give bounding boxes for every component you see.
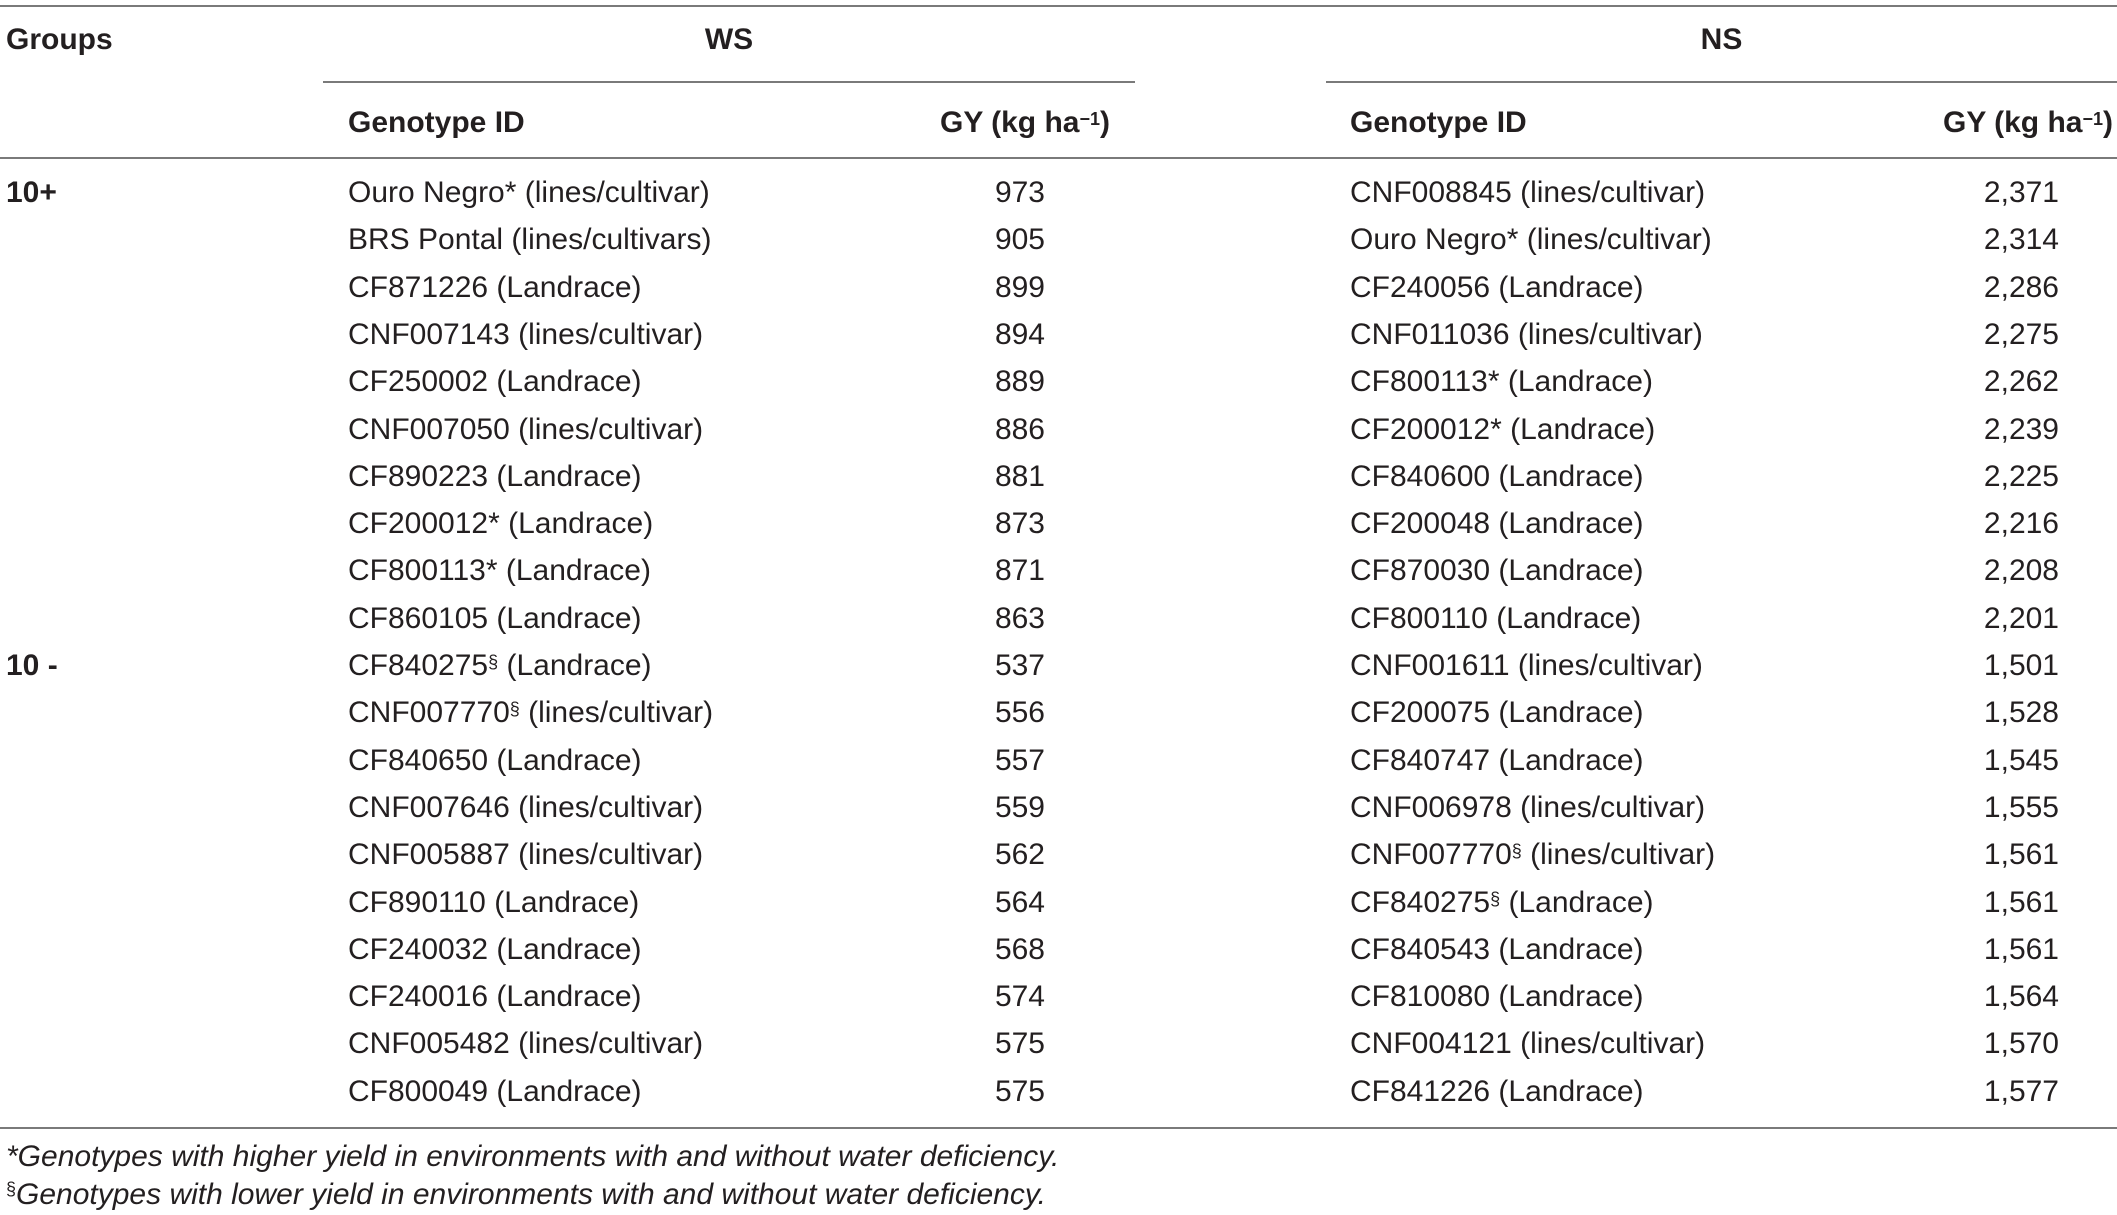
genotype-name: CF800110 (Landrace)	[1350, 602, 1642, 635]
ws-genotype-id	[348, 932, 642, 968]
ws-gy-value: 574	[994, 980, 1045, 1013]
genotype-name: Ouro Negro* (lines/cultivar)	[1350, 223, 1712, 256]
ns-genotype-id	[1350, 837, 1715, 873]
genotype-name: CNF006978 (lines/cultivar)	[1350, 791, 1706, 824]
gy-label-prefix: GY (kg ha	[1942, 106, 2083, 139]
ws-gy-value: 537	[994, 649, 1045, 682]
ns-genotype-id	[1350, 364, 1653, 400]
ws-gy-value: 562	[994, 838, 1045, 871]
ns-gy-value: 2,262	[1983, 365, 2059, 398]
footnote-higher-yield	[6, 1139, 1059, 1175]
genotype-name: CNF007143 (lines/cultivar)	[348, 318, 704, 351]
ws-genotype-id	[348, 364, 642, 400]
genotype-name: CF200012* (Landrace)	[348, 507, 654, 540]
ns-gy-value: 1,545	[1983, 744, 2059, 777]
ws-genotype-id	[348, 601, 642, 637]
ns-gy-value: 2,286	[1983, 271, 2059, 304]
genotype-name: CNF007770	[1350, 838, 1512, 871]
ns-gy-value: 2,275	[1983, 318, 2059, 351]
genotype-name: CF890110 (Landrace)	[348, 886, 640, 919]
header-bottom-rule	[0, 157, 2117, 159]
genotype-name: CF800049 (Landrace)	[348, 1075, 642, 1108]
ns-gy-value: 2,208	[1983, 554, 2059, 587]
ws-gy-value: 559	[994, 791, 1045, 824]
genotype-name: CF840543 (Landrace)	[1350, 933, 1644, 966]
ws-genotype-id	[348, 459, 642, 495]
ws-gy-value: 575	[994, 1027, 1045, 1060]
genotype-name: CF200012* (Landrace)	[1350, 413, 1656, 446]
genotype-name: CF841226 (Landrace)	[1350, 1075, 1644, 1108]
ws-gy-value: 894	[994, 318, 1045, 351]
genotype-name: Ouro Negro* (lines/cultivar)	[348, 176, 710, 209]
ws-genotype-id	[348, 1074, 642, 1110]
ws-gy-value: 889	[994, 365, 1045, 398]
ns-genotype-id	[1350, 553, 1644, 589]
genotype-name: CF240032 (Landrace)	[348, 933, 642, 966]
ws-span-rule	[323, 81, 1135, 83]
genotype-type: (Landrace)	[1500, 886, 1654, 919]
ns-genotype-id	[1350, 506, 1644, 542]
genotype-name: CF860105 (Landrace)	[348, 602, 642, 635]
genotype-name: CNF008845 (lines/cultivar)	[1350, 176, 1706, 209]
ws-gy-value: 575	[994, 1075, 1045, 1108]
ns-gy-value: 1,555	[1983, 791, 2059, 824]
header-ws-genotype-id: Genotype ID	[348, 106, 525, 139]
ns-gy-value: 1,577	[1983, 1075, 2059, 1108]
header-ns-gy	[1943, 105, 2113, 141]
ws-gy-value: 564	[994, 886, 1045, 919]
ws-gy-value: 881	[994, 460, 1045, 493]
ns-genotype-id	[1350, 1026, 1705, 1062]
ns-gy-value: 2,239	[1983, 413, 2059, 446]
footnote-text: Genotypes with lower yield in environments with and without water deficiency.	[16, 1178, 1046, 1211]
ws-genotype-id	[348, 553, 651, 589]
ws-gy-value: 899	[994, 271, 1045, 304]
ws-genotype-id	[348, 837, 703, 873]
genotype-name: CF840275	[348, 649, 489, 682]
ws-genotype-id	[348, 648, 652, 684]
ns-gy-value: 1,561	[1983, 933, 2059, 966]
genotype-name: CF200075 (Landrace)	[1350, 696, 1644, 729]
ws-genotype-id	[348, 412, 703, 448]
ns-genotype-id	[1350, 270, 1644, 306]
genotype-mark: §	[1490, 889, 1501, 909]
genotype-name: CNF005887 (lines/cultivar)	[348, 838, 704, 871]
ws-gy-value: 557	[994, 744, 1045, 777]
ns-genotype-id	[1350, 459, 1644, 495]
ns-gy-value: 1,561	[1983, 886, 2059, 919]
ws-genotype-id	[348, 222, 711, 258]
genotype-name: CNF007646 (lines/cultivar)	[348, 791, 704, 824]
ws-genotype-id	[348, 790, 703, 826]
header-groups: Groups	[6, 23, 113, 56]
ns-gy-value: 2,201	[1983, 602, 2059, 635]
genotype-name: CF800113* (Landrace)	[348, 554, 651, 587]
ns-genotype-id	[1350, 979, 1644, 1015]
genotype-name: CF240056 (Landrace)	[1350, 271, 1644, 304]
gy-label-prefix: GY (kg ha	[939, 106, 1080, 139]
ws-genotype-id	[348, 317, 703, 353]
ns-gy-value: 1,501	[1983, 649, 2059, 682]
header-ns-genotype-id: Genotype ID	[1350, 106, 1527, 139]
genotype-name: CF250002 (Landrace)	[348, 365, 642, 398]
ns-genotype-id	[1350, 175, 1705, 211]
genotype-mark: §	[1511, 841, 1522, 861]
genotype-name: CNF007050 (lines/cultivar)	[348, 413, 704, 446]
genotype-name: CNF005482 (lines/cultivar)	[348, 1027, 704, 1060]
genotype-name: BRS Pontal (lines/cultivars)	[348, 223, 712, 256]
ns-gy-value: 2,371	[1983, 176, 2059, 209]
ns-genotype-id	[1350, 412, 1655, 448]
genotype-name: CF840600 (Landrace)	[1350, 460, 1644, 493]
footnote-text: *Genotypes with higher yield in environments with and without water deficiency.	[6, 1140, 1060, 1173]
ns-gy-value: 1,561	[1983, 838, 2059, 871]
ws-genotype-id	[348, 695, 713, 731]
genotype-name: CNF004121 (lines/cultivar)	[1350, 1027, 1706, 1060]
ns-gy-value: 1,570	[1983, 1027, 2059, 1060]
genotype-name: CF840650 (Landrace)	[348, 744, 642, 777]
group-label: 10 -	[6, 649, 58, 682]
ws-gy-value: 905	[994, 223, 1045, 256]
header-ws-gy	[940, 105, 1110, 141]
genotype-name: CF800113* (Landrace)	[1350, 365, 1653, 398]
genotype-name: CF840747 (Landrace)	[1350, 744, 1644, 777]
ns-genotype-id	[1350, 695, 1644, 731]
header-ns: NS	[1700, 23, 1743, 56]
genotype-mark: §	[509, 699, 520, 719]
footnote-mark: §	[6, 1179, 17, 1199]
gy-label-suffix: )	[2103, 106, 2113, 139]
genotype-name: CF870030 (Landrace)	[1350, 554, 1644, 587]
gy-label-suffix: )	[1100, 106, 1110, 139]
gy-label-superscript: −1	[1079, 109, 1100, 129]
ws-gy-value: 556	[994, 696, 1045, 729]
genotype-type: (lines/cultivar)	[1521, 838, 1716, 871]
ns-gy-value: 2,216	[1983, 507, 2059, 540]
footnote-lower-yield	[6, 1177, 1046, 1213]
header-ws: WS	[704, 23, 754, 56]
genotype-name: CF200048 (Landrace)	[1350, 507, 1644, 540]
genotype-name: CF890223 (Landrace)	[348, 460, 642, 493]
top-rule	[0, 5, 2117, 7]
genotype-mark: §	[488, 652, 499, 672]
ws-genotype-id	[348, 1026, 703, 1062]
ns-genotype-id	[1350, 932, 1644, 968]
ws-gy-value: 871	[994, 554, 1045, 587]
genotype-name: CF810080 (Landrace)	[1350, 980, 1644, 1013]
group-label: 10+	[6, 176, 57, 209]
ns-genotype-id	[1350, 648, 1703, 684]
bottom-rule	[0, 1127, 2117, 1129]
ns-span-rule	[1326, 81, 2117, 83]
ns-gy-value: 2,225	[1983, 460, 2059, 493]
ns-genotype-id	[1350, 601, 1641, 637]
genotype-name: CNF011036 (lines/cultivar)	[1350, 318, 1703, 351]
ns-gy-value: 2,314	[1983, 223, 2059, 256]
genotype-type: (lines/cultivar)	[519, 696, 714, 729]
ns-genotype-id	[1350, 1074, 1644, 1110]
gy-label-superscript: −1	[2082, 109, 2103, 129]
ws-genotype-id	[348, 743, 642, 779]
ns-genotype-id	[1350, 743, 1644, 779]
ws-genotype-id	[348, 506, 653, 542]
ws-genotype-id	[348, 979, 642, 1015]
ws-genotype-id	[348, 270, 642, 306]
ns-gy-value: 1,528	[1983, 696, 2059, 729]
ns-genotype-id	[1350, 222, 1712, 258]
ws-gy-value: 886	[994, 413, 1045, 446]
genotype-name: CNF007770	[348, 696, 510, 729]
genotype-type: (Landrace)	[498, 649, 652, 682]
genotype-name: CF840275	[1350, 886, 1491, 919]
ns-genotype-id	[1350, 790, 1705, 826]
ns-genotype-id	[1350, 885, 1654, 921]
genotype-name: CNF001611 (lines/cultivar)	[1350, 649, 1703, 682]
ws-gy-value: 873	[994, 507, 1045, 540]
ws-gy-value: 863	[994, 602, 1045, 635]
genotype-name: CF871226 (Landrace)	[348, 271, 642, 304]
genotype-name: CF240016 (Landrace)	[348, 980, 642, 1013]
ws-genotype-id	[348, 175, 710, 211]
ns-gy-value: 1,564	[1983, 980, 2059, 1013]
ws-gy-value: 973	[994, 176, 1045, 209]
ns-genotype-id	[1350, 317, 1703, 353]
ws-genotype-id	[348, 885, 639, 921]
ws-gy-value: 568	[994, 933, 1045, 966]
